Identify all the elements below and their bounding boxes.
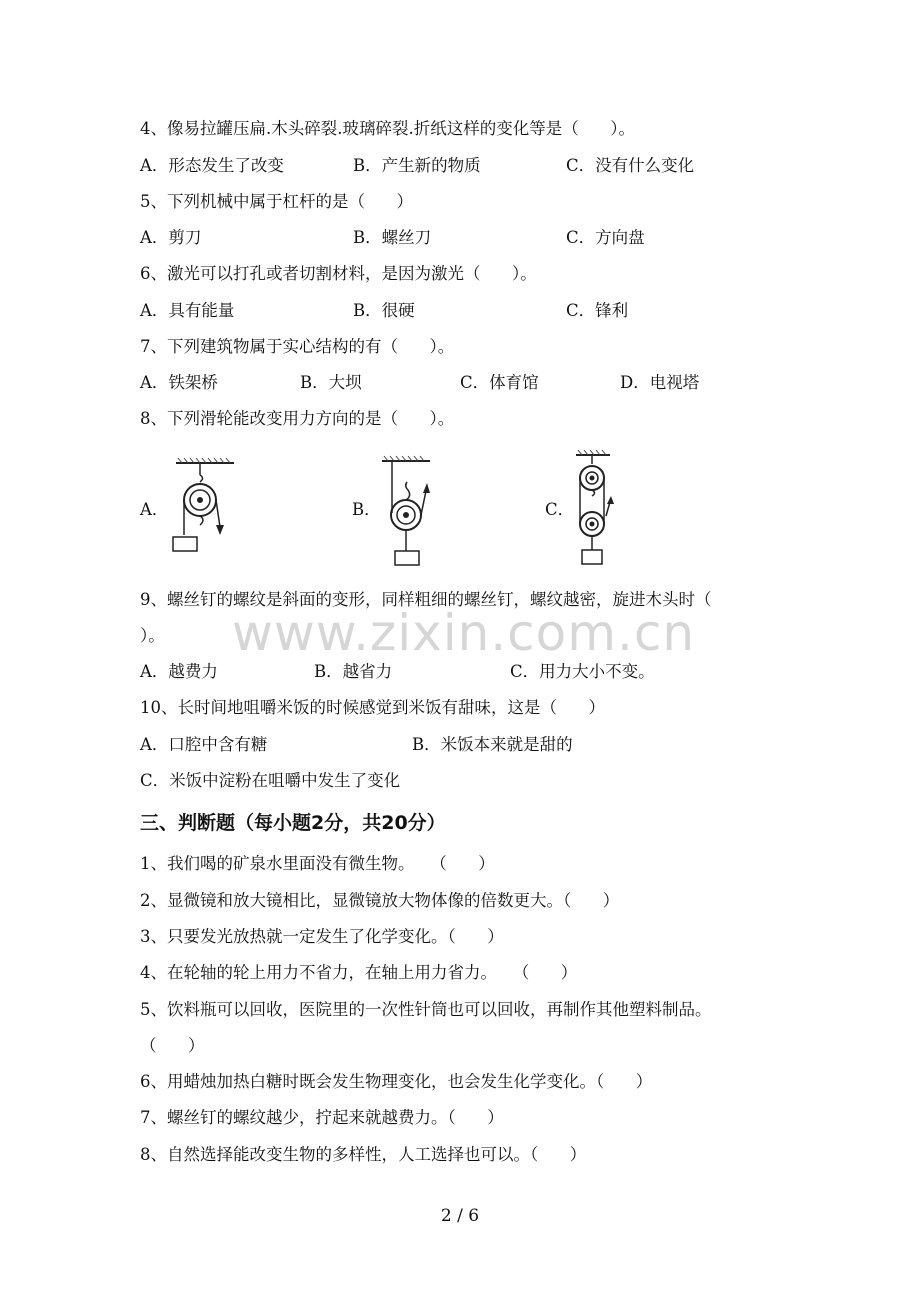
q9-option-c: C．用力大小不变。 — [510, 662, 655, 681]
judge-item-6: 6、用蜡烛加热白糖时既会发生物理变化，也会发生化学变化。（ ） — [140, 1072, 653, 1091]
judge-item-2: 2、显微镜和放大镜相比，显微镜放大物体像的倍数更大。（ ） — [140, 891, 620, 910]
judge-item-1: 1、我们喝的矿泉水里面没有微生物。 （ ） — [140, 854, 495, 873]
q6-option-a: A．具有能量 — [140, 301, 235, 320]
judge-item-8: 8、自然选择能改变生物的多样性，人工选择也可以。（ ） — [140, 1145, 587, 1164]
judge-item-5-bracket: （ ） — [140, 1036, 205, 1055]
q4-option-b: B．产生新的物质 — [353, 156, 481, 175]
pulley-diagram-a — [168, 455, 240, 555]
q7-option-b: B．大坝 — [300, 373, 362, 392]
q4-option-c: C．没有什么变化 — [566, 156, 695, 175]
section-title-judgement: 三、判断题（每小题2分，共20分） — [140, 812, 446, 834]
q8-stem: 8、下列滑轮能改变用力方向的是（ ）。 — [140, 409, 455, 428]
q9-stem-line2: ）。 — [140, 626, 165, 645]
pulley-diagram-b — [378, 455, 438, 567]
q9-option-a: A．越费力 — [140, 662, 218, 681]
q10-option-a: A．口腔中含有糖 — [140, 735, 268, 754]
q9-stem-line1: 9、螺丝钉的螺纹是斜面的变形，同样粗细的螺丝钉，螺纹越密，旋进木头时（ — [140, 590, 712, 609]
q5-option-c: C．方向盘 — [566, 228, 645, 247]
q10-option-c: C．米饭中淀粉在咀嚼中发生了变化 — [140, 771, 401, 790]
q8-option-b: B． — [352, 500, 381, 519]
q4-option-a: A．形态发生了改变 — [140, 156, 284, 175]
q6-option-c: C．锋利 — [566, 301, 629, 320]
watermark: www.zixin.com.cn — [232, 604, 696, 662]
q4-stem: 4、像易拉罐压扁.木头碎裂.玻璃碎裂.折纸这样的变化等是（ ）。 — [140, 119, 635, 138]
q10-stem: 10、长时间地咀嚼米饭的时候感觉到米饭有甜味，这是（ ） — [140, 698, 605, 717]
q7-option-d: D．电视塔 — [620, 373, 700, 392]
judge-item-3: 3、只要发光放热就一定发生了化学变化。（ ） — [140, 927, 504, 946]
q5-stem: 5、下列机械中属于杠杆的是（ ） — [140, 192, 413, 211]
q7-stem: 7、下列建筑物属于实心结构的有（ ）。 — [140, 337, 455, 356]
q5-option-b: B．螺丝刀 — [353, 228, 432, 247]
judge-item-5: 5、饮料瓶可以回收，医院里的一次性针筒也可以回收，再制作其他塑料制品。 — [140, 1000, 712, 1019]
judge-item-7: 7、螺丝钉的螺纹越少，拧起来就越费力。（ ） — [140, 1108, 504, 1127]
q6-option-b: B．很硬 — [353, 301, 415, 320]
q8-option-c: C． — [545, 500, 575, 519]
q8-option-a: A． — [140, 500, 169, 519]
q7-option-a: A．铁架桥 — [140, 373, 218, 392]
q7-option-c: C．体育馆 — [460, 373, 539, 392]
judge-item-4: 4、在轮轴的轮上用力不省力，在轴上用力省力。 （ ） — [140, 963, 578, 982]
pulley-diagram-c — [570, 450, 618, 568]
q6-stem: 6、激光可以打孔或者切割材料，是因为激光（ ）。 — [140, 264, 537, 283]
page-number: 2 / 6 — [440, 1206, 480, 1226]
q10-option-b: B．米饭本来就是甜的 — [412, 735, 573, 754]
q9-option-b: B．越省力 — [314, 662, 393, 681]
q5-option-a: A．剪刀 — [140, 228, 202, 247]
